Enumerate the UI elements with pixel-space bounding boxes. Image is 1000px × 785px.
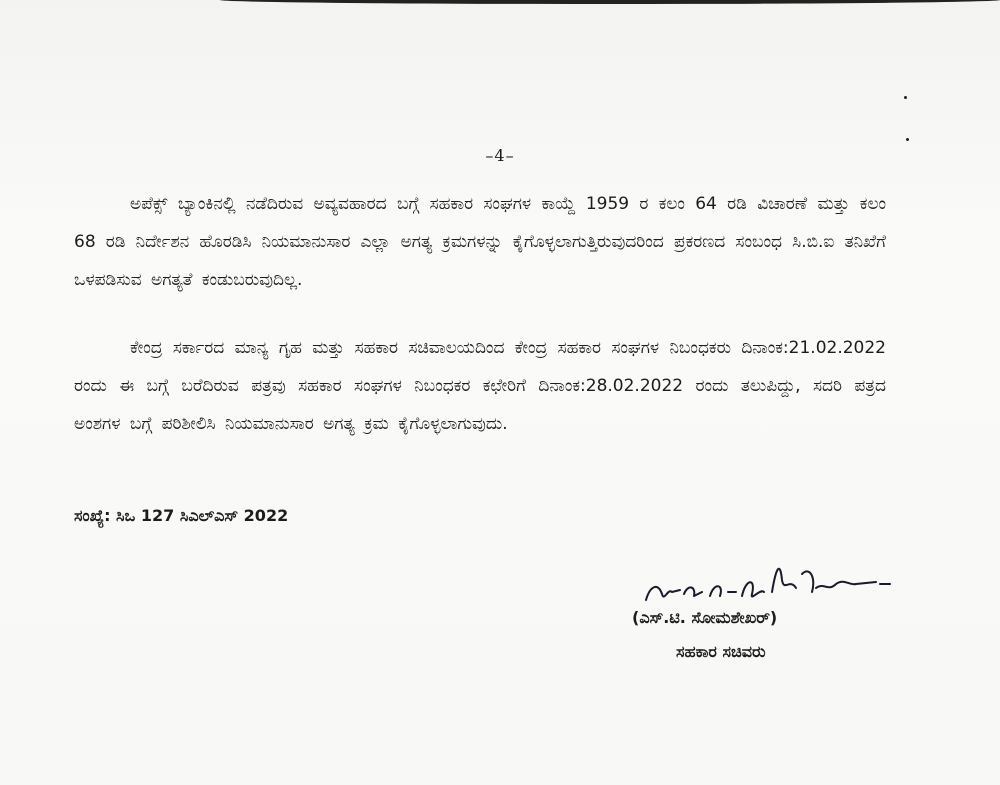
scan-top-shadow — [220, 0, 1000, 4]
scan-speck — [904, 96, 907, 99]
reference-number: ಸಂಖ್ಯೆ: ಸಿಒ 127 ಸಿಎಲ್ಎಸ್ 2022 — [74, 506, 289, 525]
paragraph: ಕೇಂದ್ರ ಸರ್ಕಾರದ ಮಾನ್ಯ ಗೃಹ ಮತ್ತು ಸಹಕಾರ ಸಚಿವಾಲಯದಿಂದ ಕೇಂದ್ರ ಸಹಕಾರ ಸಂಘಗಳ ನಿಬಂಧಕರು ದಿನಾಂಕ:21.02.2022 ರಂದು ಈ ಬಗ್ಗೆ ಬರೆದಿರುವ ಪತ್ರವು ಸಹಕಾರ ಸಂಘಗಳ ನಿಬಂಧಕರ ಕಛೇರಿಗೆ ದಿನಾಂಕ:28.02.2022 ರಂದು ತಲುಪಿದ್ದು, ಸದರಿ ಪತ್ರದ ಅಂಶಗಳ ಬಗ್ಗೆ ಪರಿಶೀಲಿಸಿ ನಿಯಮಾನುಸಾರ ಅಗತ್ಯ ಕ್ರಮ ಕೈಗೊಳ್ಳಲಾಗುವುದು. — [74, 338, 886, 434]
signatory-name: (ಎಸ್.ಟಿ. ಸೋಮಶೇಖರ್) — [632, 608, 778, 627]
paragraph: ಅಪೆಕ್ಸ್ ಬ್ಯಾಂಕಿನಲ್ಲಿ ನಡೆದಿರುವ ಅವ್ಯವಹಾರದ ಬಗ್ಗೆ ಸಹಕಾರ ಸಂಘಗಳ ಕಾಯ್ದೆ 1959 ರ ಕಲಂ 64 ರಡಿ ವಿಚಾರಣೆ ಮತ್ತು ಕಲಂ 68 ರಡಿ ನಿರ್ದೇಶನ ಹೊರಡಿಸಿ ನಿಯಮಾನುಸಾರ ಎಲ್ಲಾ ಅಗತ್ಯ ಕ್ರಮಗಳನ್ನು ಕೈಗೊಳ್ಳಲಾಗುತ್ತಿರುವುದರಿಂದ ಪ್ರಕರಣದ ಸಂಬಂಧ ಸಿ.ಬಿ.ಐ ತನಿಖೆಗೆ ಒಳಪಡಿಸುವ ಅಗತ್ಯತೆ ಕಂಡುಬರುವುದಿಲ್ಲ. — [74, 194, 886, 290]
handwritten-signature — [640, 548, 920, 608]
page-number: –4– — [485, 146, 515, 165]
document-body — [74, 185, 886, 473]
scan-speck — [906, 138, 909, 141]
signatory-title: ಸಹಕಾರ ಸಚಿವರು — [676, 642, 766, 661]
